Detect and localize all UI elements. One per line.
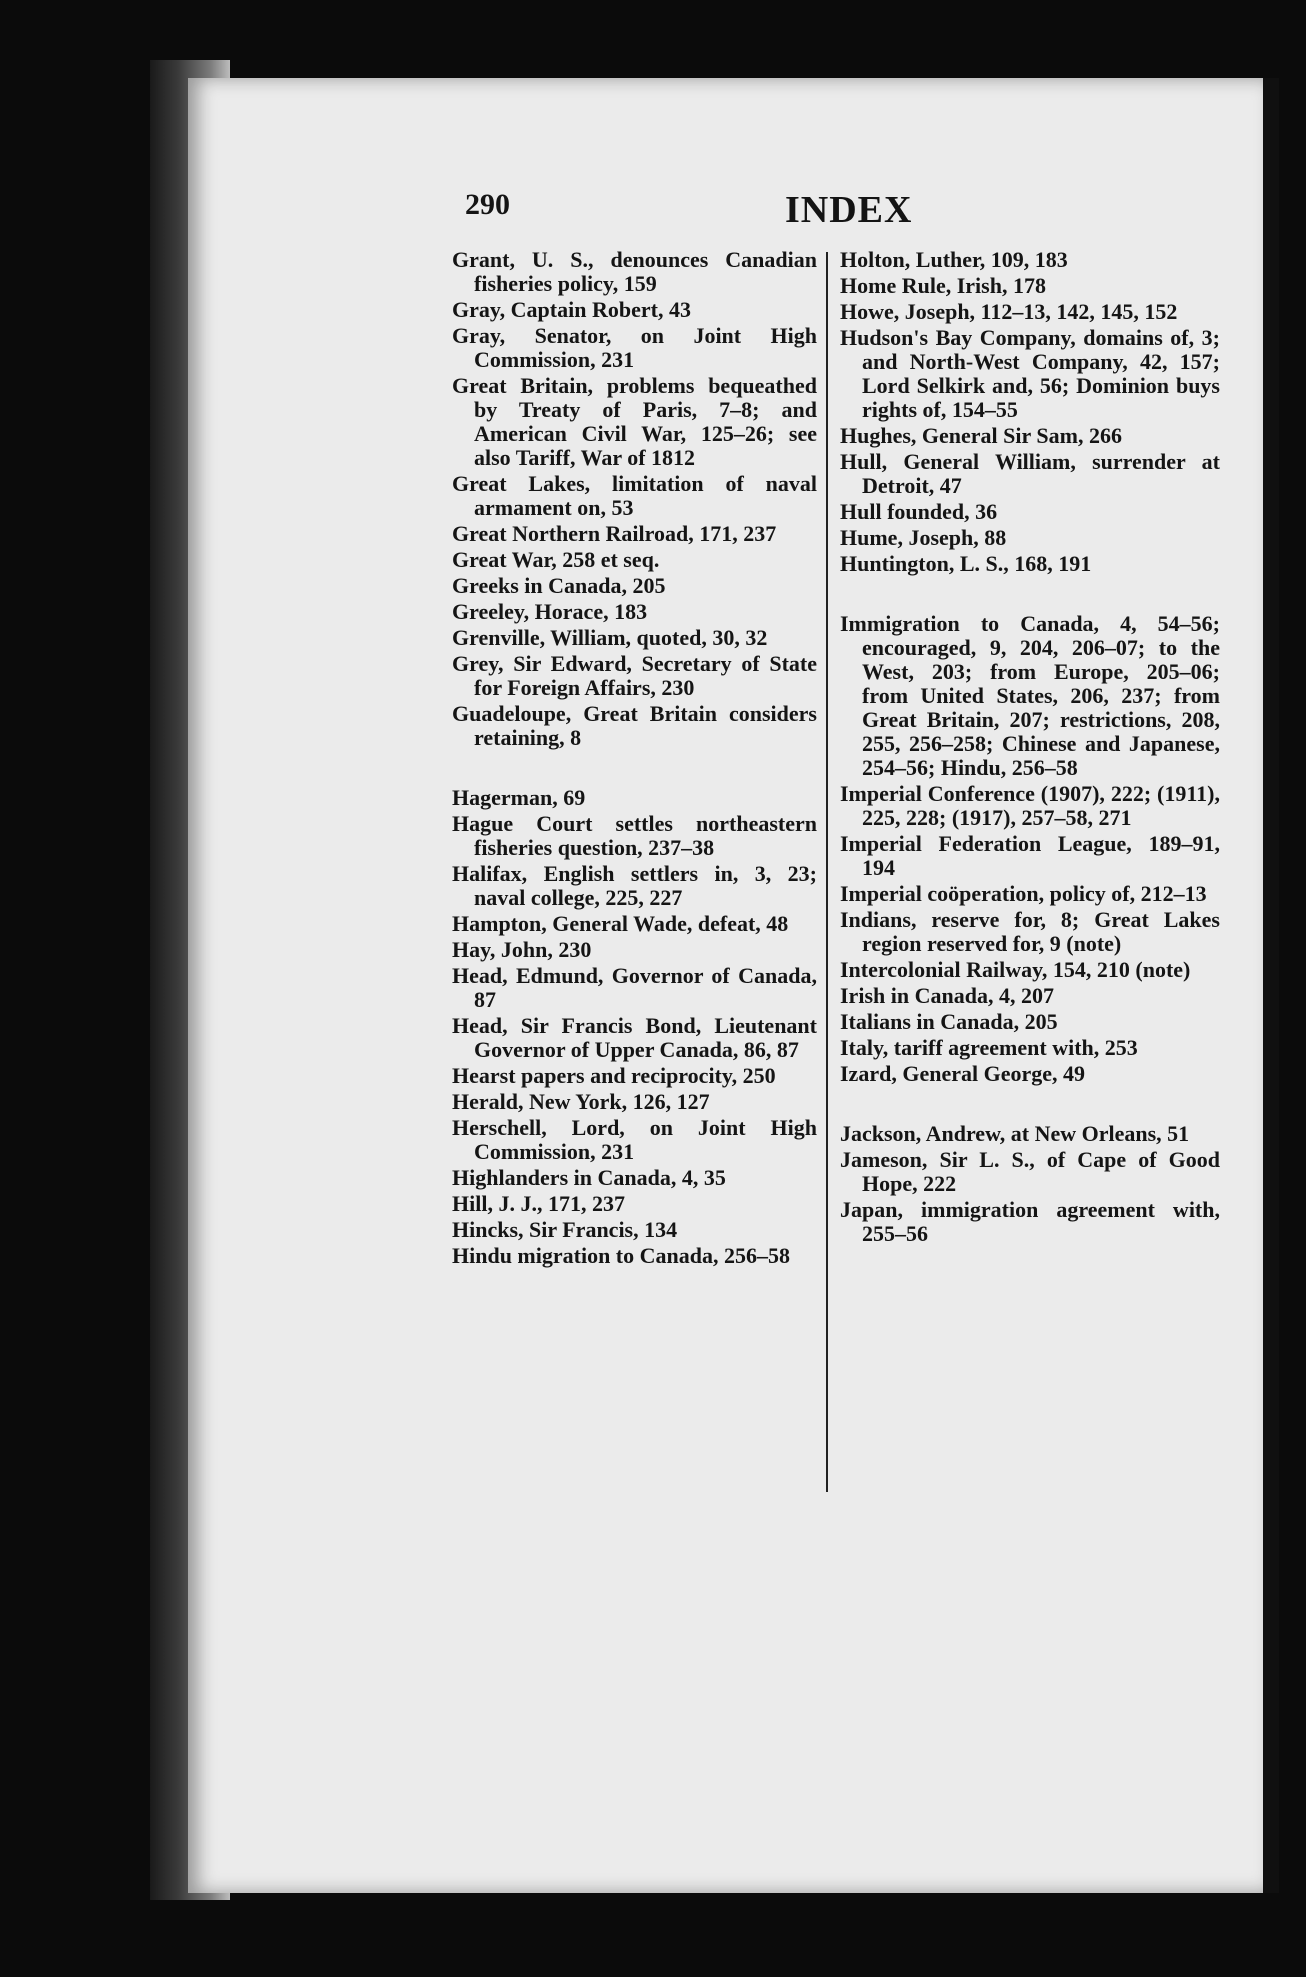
- index-entry: Immigration to Canada, 4, 54–56; encouraged, 9, 204, 206–07; to the West, 203; from Europe, 205–06; from United States, 206, 237; from Great Britain, 207; restrictions, 208, 255, 256–258; Chinese and Japanese, 254–56; Hindu, 256–58: [840, 611, 1220, 780]
- index-column-left: [452, 248, 817, 1270]
- index-entry: Greeks in Canada, 205: [452, 573, 666, 598]
- index-entry: Hampton, General Wade, defeat, 48: [452, 911, 789, 936]
- index-entry: Grant, U. S., denounces Canadian fisheries policy, 159: [452, 247, 817, 296]
- index-entry: Huntington, L. S., 168, 191: [840, 551, 1092, 576]
- index-entry: Imperial Conference (1907), 222; (1911), 225, 228; (1917), 257–58, 271: [840, 781, 1220, 830]
- page-title: INDEX: [785, 189, 913, 231]
- letter-section-gap: [452, 752, 817, 786]
- index-entry: Great Lakes, limitation of naval armament on, 53: [452, 471, 817, 520]
- index-entry: Hill, J. J., 171, 237: [452, 1191, 625, 1216]
- index-entry: Great Britain, problems bequeathed by Treaty of Paris, 7–8; and American Civil War, 125–26; see also Tariff, War of 1812: [452, 373, 817, 470]
- letter-section-gap: [840, 578, 1220, 612]
- index-entry: Howe, Joseph, 112–13, 142, 145, 152: [840, 299, 1178, 324]
- index-entry: Hindu migration to Canada, 256–58: [452, 1243, 790, 1268]
- index-entry: Great War, 258 et seq.: [452, 547, 660, 572]
- index-entry: Hull founded, 36: [840, 499, 998, 524]
- index-entry: Imperial Federation League, 189–91, 194: [840, 831, 1220, 880]
- index-entry: Guadeloupe, Great Britain considers retaining, 8: [452, 701, 817, 750]
- page-number: 290: [465, 188, 510, 221]
- index-entry: Holton, Luther, 109, 183: [840, 247, 1068, 272]
- index-entry: Jameson, Sir L. S., of Cape of Good Hope, 222: [840, 1147, 1220, 1196]
- index-entry: Hughes, General Sir Sam, 266: [840, 423, 1122, 448]
- index-entry: Intercolonial Railway, 154, 210 (note): [840, 957, 1191, 982]
- index-entry: Jackson, Andrew, at New Orleans, 51: [840, 1121, 1190, 1146]
- index-entry: Gray, Senator, on Joint High Commission, 231: [452, 323, 817, 372]
- index-entry: Hague Court settles northeastern fisheries question, 237–38: [452, 811, 817, 860]
- index-entry: Hay, John, 230: [452, 937, 592, 962]
- index-entry: Great Northern Railroad, 171, 237: [452, 521, 777, 546]
- index-entry: Indians, reserve for, 8; Great Lakes region reserved for, 9 (note): [840, 907, 1220, 956]
- index-entry: Head, Edmund, Governor of Canada, 87: [452, 963, 817, 1012]
- index-entry: Herschell, Lord, on Joint High Commission, 231: [452, 1115, 817, 1164]
- index-entry: Italy, tariff agreement with, 253: [840, 1035, 1138, 1060]
- index-entry: Hearst papers and reciprocity, 250: [452, 1063, 776, 1088]
- index-entry: Hagerman, 69: [452, 785, 586, 810]
- page-edge-shadow: [1263, 78, 1279, 1893]
- index-entry: Grey, Sir Edward, Secretary of State for Foreign Affairs, 230: [452, 651, 817, 700]
- index-entry: Grenville, William, quoted, 30, 32: [452, 625, 768, 650]
- index-entry: Head, Sir Francis Bond, Lieutenant Governor of Upper Canada, 86, 87: [452, 1013, 817, 1062]
- index-entry: Hudson's Bay Company, domains of, 3; and North-West Company, 42, 157; Lord Selkirk and, 56; Dominion buys rights of, 154–55: [840, 325, 1220, 422]
- index-entry: Highlanders in Canada, 4, 35: [452, 1165, 726, 1190]
- index-entry: Imperial coöperation, policy of, 212–13: [840, 881, 1207, 906]
- index-entry: Greeley, Horace, 183: [452, 599, 648, 624]
- index-entry: Gray, Captain Robert, 43: [452, 297, 691, 322]
- index-entry: Hull, General William, surrender at Detroit, 47: [840, 449, 1220, 498]
- index-entry: Hume, Joseph, 88: [840, 525, 1007, 550]
- letter-section-gap: [840, 1088, 1220, 1122]
- column-divider: [826, 252, 828, 1492]
- index-column-right: [840, 248, 1220, 1248]
- index-entry: Italians in Canada, 205: [840, 1009, 1058, 1034]
- index-entry: Hincks, Sir Francis, 134: [452, 1217, 678, 1242]
- index-entry: Home Rule, Irish, 178: [840, 273, 1046, 298]
- index-entry: Irish in Canada, 4, 207: [840, 983, 1054, 1008]
- index-entry: Izard, General George, 49: [840, 1061, 1085, 1086]
- index-entry: Japan, immigration agreement with, 255–56: [840, 1197, 1220, 1246]
- index-entry: Herald, New York, 126, 127: [452, 1089, 710, 1114]
- index-entry: Halifax, English settlers in, 3, 23; naval college, 225, 227: [452, 861, 817, 910]
